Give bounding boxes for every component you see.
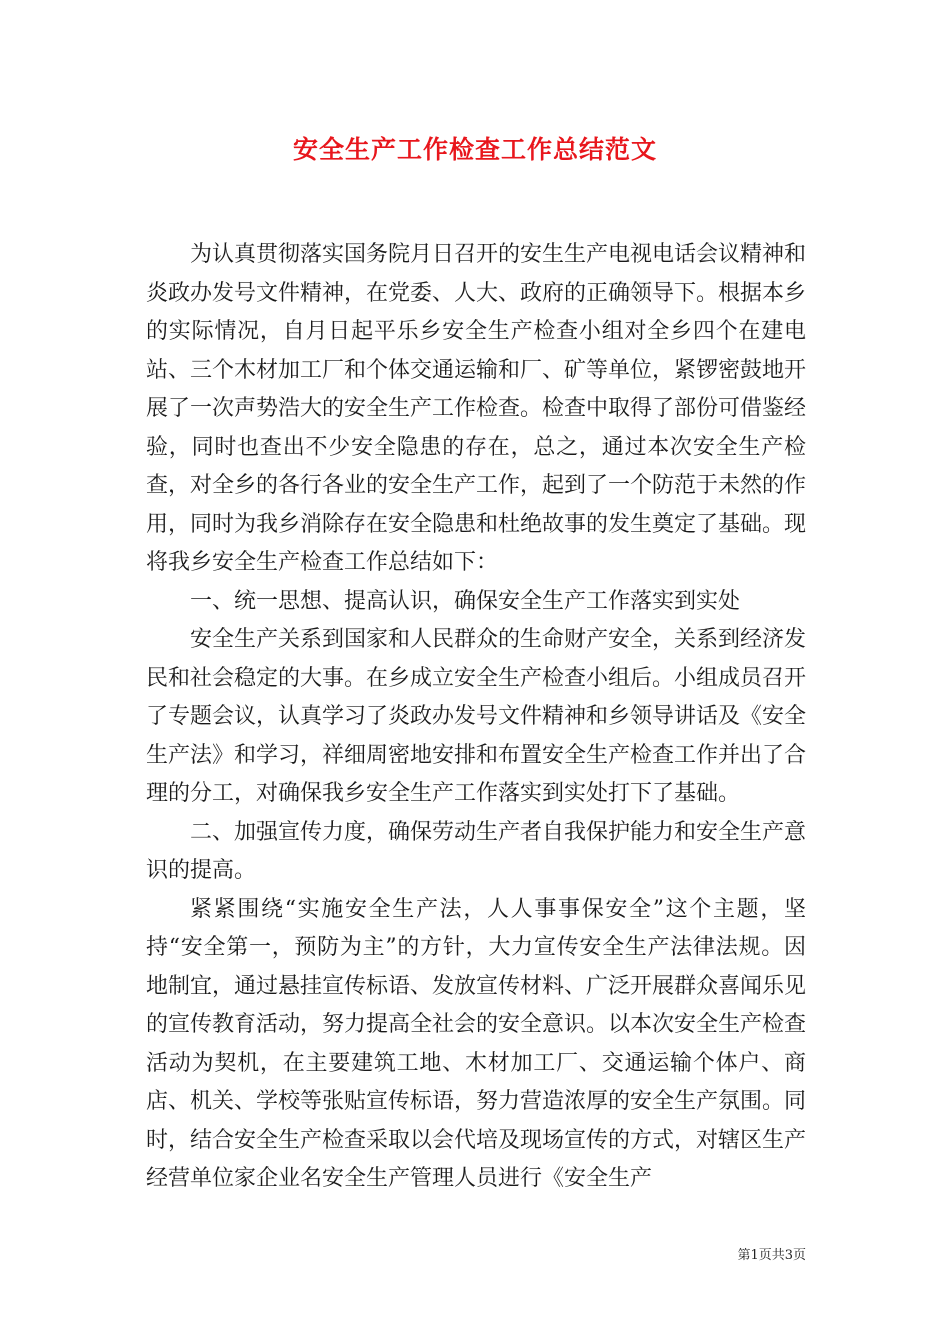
- paragraph-section-1: 安全生产关系到国家和人民群众的生命财产安全，关系到经济发民和社会稳定的大事。在乡成立安全生产检查小组后。小组成员召开了专题会议，认真学习了炎政办发号文件精神和乡领导讲话及《安全生产法》和学习，祥细周密地安排和布置安全生产检查工作并出了合理的分工，对确保我乡安全生产工作落实到实处打下了基础。: [146, 627, 807, 806]
- section-heading-2: 二、加强宣传力度，确保劳动生产者自我保护能力和安全生产意识的提高。: [146, 819, 807, 883]
- paragraph-section-2: 紧紧围绕“实施安全生产法，人人事事保安全”这个主题，坚持“安全第一，预防为主”的方针，大力宣传安全生产法律法规。因地制宜，通过悬挂宣传标语、发放宣传材料、广泛开展群众喜闻乐见的宣传教育活动，努力提高全社会的安全意识。以本次安全生产检查活动为契机，在主要建筑工地、木材加工厂、交通运输个体户、商店、机关、学校等张贴宣传标语，努力营造浓厚的安全生产氛围。同时，结合安全生产检查采取以会代培及现场宣传的方式，对辖区生产经营单位家企业名安全生产管理人员进行《安全生产: [146, 896, 807, 1191]
- paragraph-intro: 为认真贯彻落实国务院月日召开的安生生产电视电话会议精神和炎政办发号文件精神，在党委、人大、政府的正确领导下。根据本乡的实际情况，自月日起平乐乡安全生产检查小组对全乡四个在建电站、三个木材加工厂和个体交通运输和厂、矿等单位，紧锣密鼓地开展了一次声势浩大的安全生产工作检查。检查中取得了部份可借鉴经验，同时也查出不少安全隐患的存在，总之，通过本次安全生产检查，对全乡的各行各业的安全生产工作，起到了一个防范于未然的作用，同时为我乡消除存在安全隐患和杜绝故事的发生奠定了基础。现将我乡安全生产检查工作总结如下：: [146, 242, 807, 575]
- document-title: 安全生产工作检查工作总结范文: [292, 135, 657, 164]
- page-number-footer: 第1页共3页: [737, 1248, 806, 1263]
- section-heading-1: 一、统一思想、提高认识，确保安全生产工作落实到实处: [190, 588, 741, 614]
- document-body: [146, 236, 806, 1199]
